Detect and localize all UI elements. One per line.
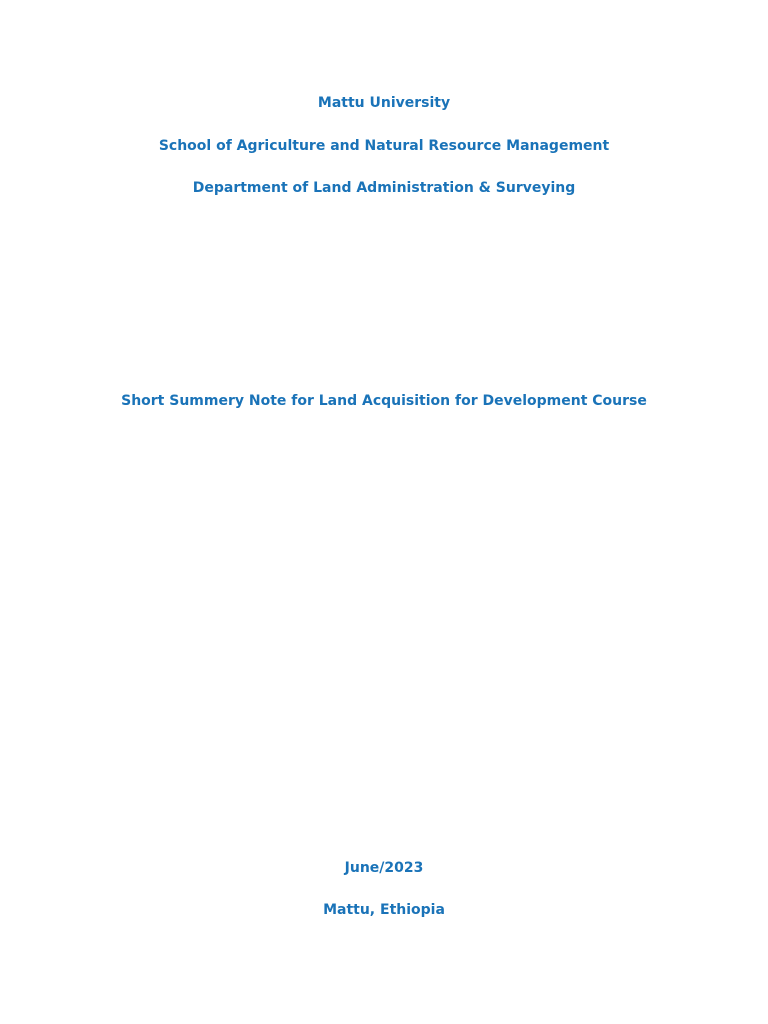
university-name: Mattu University (317, 95, 451, 111)
document-date: June/2023 (344, 860, 424, 876)
department-name: Department of Land Administration & Surveying (192, 180, 576, 196)
document-place: Mattu, Ethiopia (323, 902, 445, 918)
document-title: Short Summery Note for Land Acquisition for Development Course (121, 393, 647, 409)
school-name: School of Agriculture and Natural Resource Management (158, 138, 610, 154)
